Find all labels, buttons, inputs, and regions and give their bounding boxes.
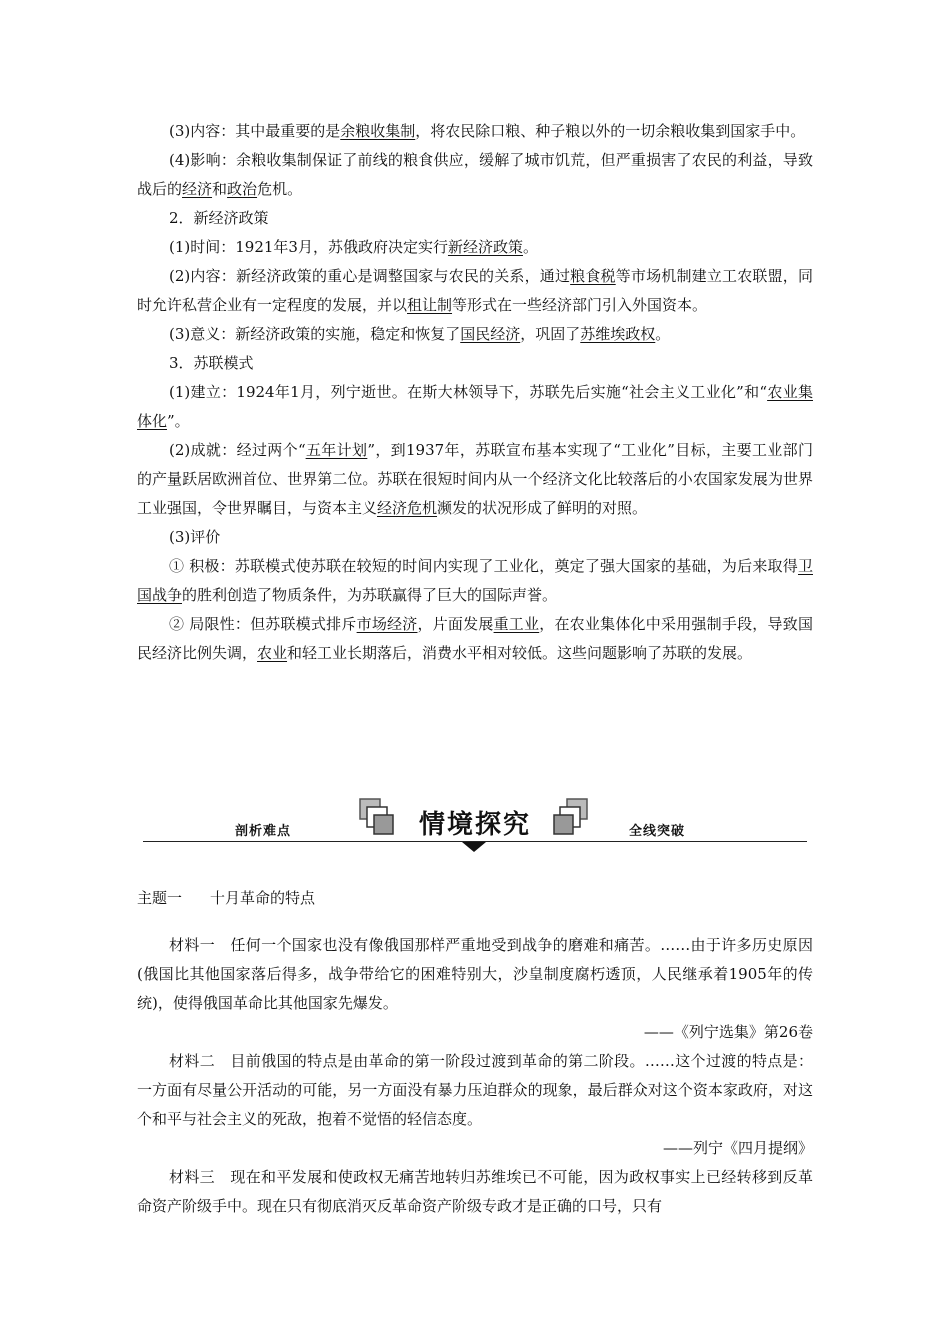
key-term: 五年计划 xyxy=(305,441,368,459)
banner-title: 情境探究 xyxy=(419,810,532,840)
key-term: 经济危机 xyxy=(377,499,438,517)
key-term: 新经济政策 xyxy=(447,238,523,256)
topic-heading: 主题一 十月革命的特点 xyxy=(137,889,316,907)
key-term: 余粮收集制 xyxy=(340,122,416,140)
material-two: 材料二 目前俄国的特点是由革命的第一阶段过渡到革命的第二阶段。……这个过渡的特点是：一方面有尽量公开活动的可能，另一方面没有暴力压迫群众的现象，最后群众对这个资本家政府，对这个和平与社会主义的死敌，抱着不觉悟的轻信态度。 xyxy=(137,1052,813,1128)
banner-left-label: 剖析难点 xyxy=(235,824,292,839)
squares-left-icon xyxy=(359,798,395,836)
key-term: 重工业 xyxy=(493,615,540,633)
paragraph-achievement: (2)成就：经过两个“五年计划”，到1937年，苏联宣布基本实现了“工业化”目标，主要工业部门的产量跃居欧洲首位、世界第二位。苏联在很短时间内从一个经济文化比较落后的小农国家发展为世界工业强国，令世界瞩目，与资本主义经济危机濒发的状况形成了鲜明的对照。 xyxy=(137,441,813,517)
section-banner xyxy=(143,792,807,854)
paragraph-evaluation: (3)评价 xyxy=(169,528,221,546)
paragraph-limitation: ② 局限性：但苏联模式排斥市场经济，片面发展重工业，在农业集体化中采用强制手段，导致国民经济比例失调，农业和轻工业长期落后，消费水平相对较低。这些问题影响了苏联的发展。 xyxy=(137,615,813,662)
key-term: 粮食税 xyxy=(570,267,616,285)
key-term: 政治 xyxy=(227,180,258,198)
paragraph-positive: ① 积极：苏联模式使苏联在较短的时间内实现了工业化，奠定了强大国家的基础，为后来取得卫国战争的胜利创造了物质条件，为苏联赢得了巨大的国际声誉。 xyxy=(137,557,813,604)
key-term: 市场经济 xyxy=(356,615,418,633)
material-one-source: ——《列宁选集》第26卷 xyxy=(643,1023,813,1041)
paragraph-time: (1)时间：1921年3月，苏俄政府决定实行新经济政策。 xyxy=(169,238,538,256)
lesson-content xyxy=(137,117,813,668)
paragraph-establish: (1)建立：1924年1月，列宁逝世。在斯大林领导下，苏联先后实施“社会主义工业化”和“农业集体化”。 xyxy=(137,383,813,430)
key-term: 农业集体化 xyxy=(137,383,813,430)
exploration-content xyxy=(137,884,813,1221)
banner-right-label: 全线突破 xyxy=(629,824,686,839)
key-term: 国民经济 xyxy=(460,325,521,343)
paragraph-impact: (4)影响：余粮收集制保证了前线的粮食供应，缓解了城市饥荒，但严重损害了农民的利益，导致战后的经济和政治危机。 xyxy=(137,151,813,198)
section-heading: 3．苏联模式 xyxy=(169,354,254,372)
squares-right-icon xyxy=(553,798,589,836)
triangle-down-icon xyxy=(462,842,486,852)
section-heading: 2．新经济政策 xyxy=(169,209,269,227)
material-two-source: ——列宁《四月提纲》 xyxy=(662,1139,813,1157)
key-term: 卫国战争 xyxy=(137,557,813,604)
paragraph-significance: (3)意义：新经济政策的实施，稳定和恢复了国民经济，巩固了苏维埃政权。 xyxy=(169,325,671,343)
key-term: 经济 xyxy=(182,180,213,198)
paragraph-content: (3)内容：其中最重要的是余粮收集制，将农民除口粮、种子粮以外的一切余粮收集到国家手中。 xyxy=(169,122,806,140)
key-term: 苏维埃政权 xyxy=(580,325,656,343)
key-term: 租让制 xyxy=(407,296,453,314)
key-term: 农业 xyxy=(257,644,288,662)
material-three: 材料三 现在和平发展和使政权无痛苦地转归苏维埃已不可能，因为政权事实上已经转移到反革命资产阶级手中。现在只有彻底消灭反革命资产阶级专政才是正确的口号，只有 xyxy=(137,1168,813,1215)
material-one: 材料一 任何一个国家也没有像俄国那样严重地受到战争的磨难和痛苦。……由于许多历史原因(俄国比其他国家落后得多，战争带给它的困难特别大，沙皇制度腐朽透顶，人民继承着1905年的传统)，使得俄国革命比其他国家先爆发。 xyxy=(137,936,813,1012)
paragraph-nep-content: (2)内容：新经济政策的重心是调整国家与农民的关系，通过粮食税等市场机制建立工农联盟，同时允许私营企业有一定程度的发展，并以租让制等形式在一些经济部门引入外国资本。 xyxy=(137,267,813,314)
